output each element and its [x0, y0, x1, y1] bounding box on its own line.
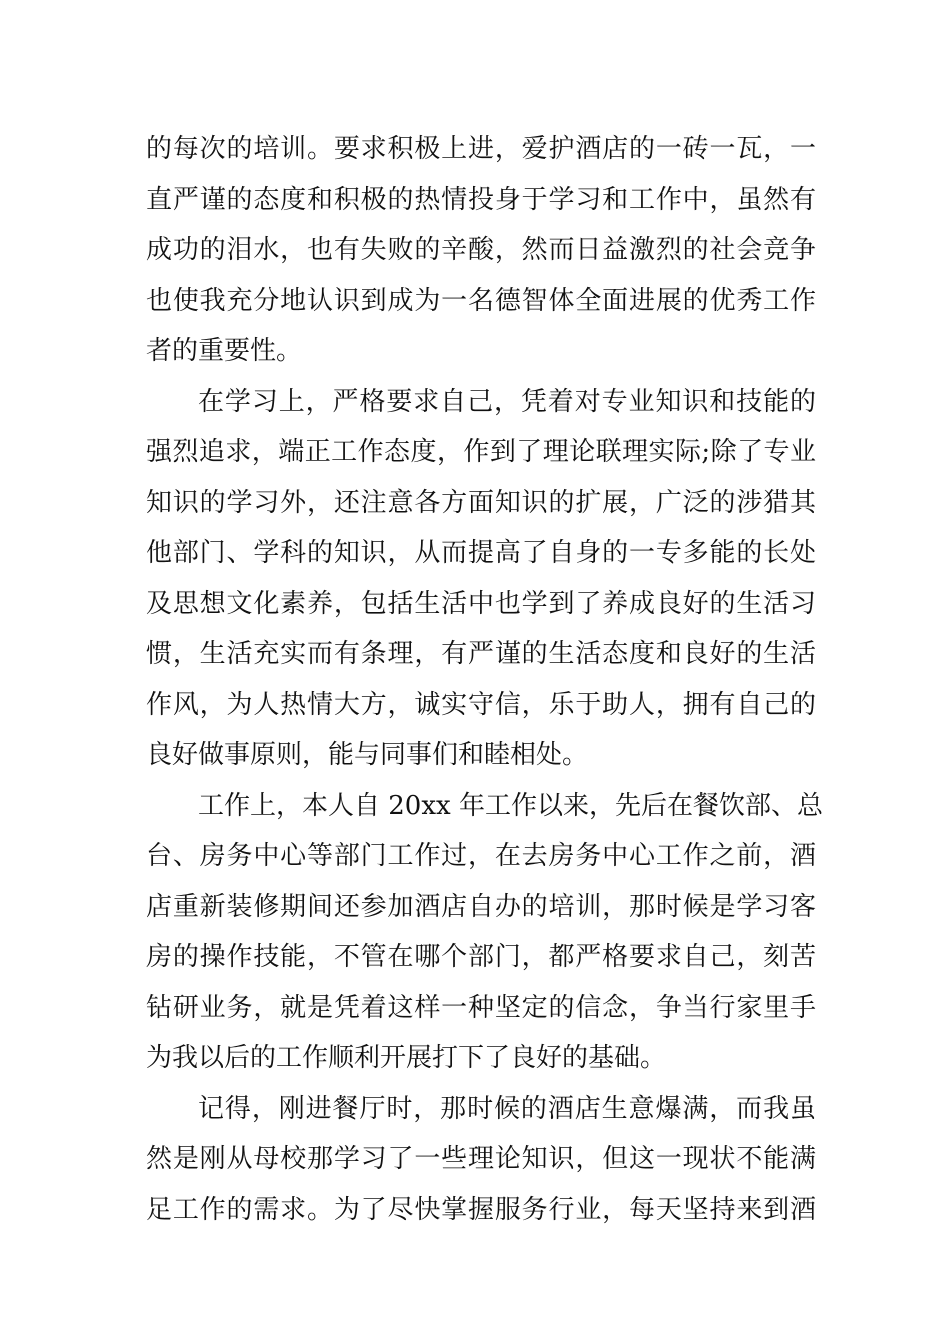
paragraph-3: [146, 781, 823, 1084]
text-line: 者的重要性。: [146, 336, 303, 366]
text-line: 房的操作技能，不管在哪个部门，都严格要求自己，刻苦: [146, 942, 816, 972]
text-line: 也使我充分地认识到成为一名德智体全面进展的优秀工作: [146, 285, 816, 316]
paragraph-1: [146, 124, 816, 377]
text-line: 台、房务中心等部门工作过，在去房务中心工作之前，酒: [146, 841, 816, 871]
text-line: 及思想文化素养，包括生活中也学到了养成良好的生活习: [146, 588, 816, 619]
text-line: 足工作的需求。为了尽快掌握服务行业，每天坚持来到酒: [146, 1194, 816, 1225]
text-line: 店重新装修期间还参加酒店自办的培训，那时候是学习客: [146, 891, 816, 922]
text-line: 作风，为人热情大方，诚实守信，乐于助人，拥有自己的: [146, 689, 816, 720]
paragraph-4: [146, 1084, 816, 1236]
text-line: 钻研业务，就是凭着这样一种坚定的信念，争当行家里手: [146, 992, 816, 1023]
text-line: 在学习上，严格要求自己，凭着对专业知识和技能的: [198, 386, 816, 417]
text-line: 直严谨的态度和积极的热情投身于学习和工作中，虽然有: [146, 184, 816, 215]
text-line: 工作上，本人自 20xx 年工作以来，先后在餐饮部、总: [198, 790, 823, 821]
text-line: 记得，刚进餐厅时，那时候的酒店生意爆满，而我虽: [198, 1093, 816, 1124]
paragraph-2: [146, 377, 816, 781]
text-line: 知识的学习外，还注意各方面知识的扩展，广泛的涉猎其: [146, 487, 816, 518]
document-body: [146, 124, 823, 1235]
text-line: 惯，生活充实而有条理，有严谨的生活态度和良好的生活: [146, 639, 816, 669]
text-line: 为我以后的工作顺利开展打下了良好的基础。: [146, 1043, 667, 1073]
text-line: 良好做事原则，能与同事们和睦相处。: [146, 740, 589, 770]
text-line: 他部门、学科的知识，从而提高了自身的一专多能的长处: [146, 538, 816, 568]
text-line: 然是刚从母校那学习了一些理论知识，但这一现状不能满: [146, 1144, 816, 1174]
text-line: 的每次的培训。要求积极上进，爱护酒店的一砖一瓦，一: [146, 134, 816, 164]
text-line: 强烈追求，端正工作态度，作到了理论联理实际;除了专业: [146, 437, 816, 467]
text-line: 成功的泪水，也有失败的辛酸，然而日益激烈的社会竞争: [146, 235, 816, 265]
